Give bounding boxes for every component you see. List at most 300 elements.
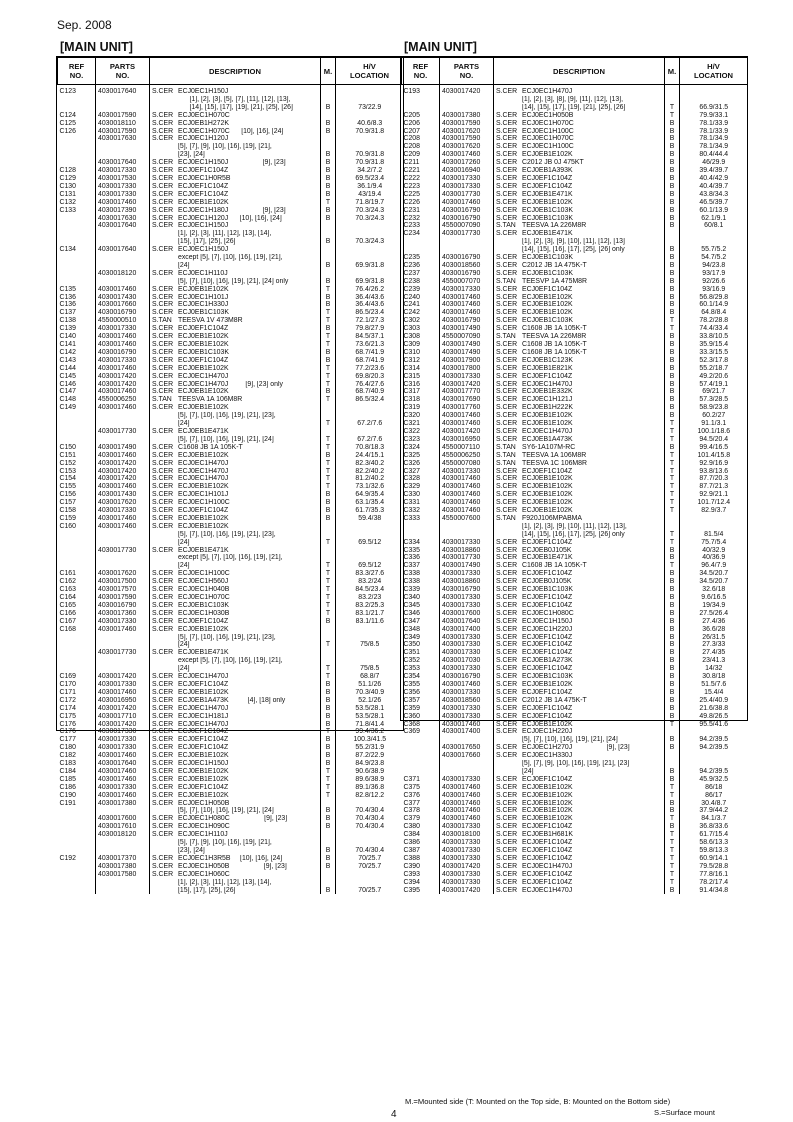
cell-ref-no: C176: [58, 721, 96, 729]
cell-part-name: ECJ0EB1E102K: [178, 522, 229, 530]
cell-part-type: S.CER: [152, 601, 174, 609]
cell-description: [150, 499, 321, 507]
table-row: [58, 792, 404, 800]
cell-location: 73.6/21.3: [355, 341, 385, 348]
cell-part-name: [24]: [178, 641, 190, 649]
cell-parts-no: 4030016790: [96, 602, 150, 610]
cell-location: 84.5/23.4: [355, 586, 385, 594]
cell-ref-no: C211: [402, 159, 440, 167]
cell-parts-no: 4030017460: [440, 199, 494, 207]
table-row: [402, 570, 748, 578]
cell-ref-no: C191: [58, 800, 96, 808]
cell-description: [494, 586, 665, 594]
cell-location: [336, 230, 404, 238]
cell-part-type: S.CER: [152, 451, 174, 459]
left-table-body: [58, 85, 404, 895]
cell-parts-no: 4030017590: [96, 128, 150, 136]
cell-part-type: S.CER: [496, 159, 518, 167]
table-row: [402, 499, 748, 507]
table-row: [58, 428, 404, 436]
cell-mounted-side: B: [665, 697, 680, 705]
cell-location: 36.4/43.6: [355, 301, 385, 309]
cell-description: [150, 887, 321, 895]
cell-part-name: ECJ0EC1H181J: [178, 712, 229, 720]
cell-parts-no: 4030016790: [96, 349, 150, 357]
cell-location: 99.4/36.2: [355, 728, 385, 736]
cell-part-name: ECJ0EF1C104Z: [522, 601, 573, 609]
cell-part-type: S.CER: [496, 88, 518, 95]
cell-ref-no: C180: [58, 744, 96, 752]
cell-part-type: S.CER: [152, 854, 174, 862]
cell-part-type: S.CER: [496, 507, 518, 515]
cell-part-type: S.CER: [496, 380, 518, 388]
cell-part-type: S.CER: [152, 522, 174, 530]
cell-description: [494, 120, 665, 128]
table-row: [58, 839, 404, 847]
table-row: [402, 143, 748, 151]
cell-description: [150, 262, 321, 270]
table-row: [402, 412, 748, 420]
cell-mounted-side: [665, 515, 680, 523]
cell-description: [494, 222, 665, 230]
cell-part-name: ECJ0EF1C104Z: [522, 467, 573, 475]
cell-description: [494, 863, 665, 871]
cell-ref-no: C236: [402, 262, 440, 270]
cell-ref-no: C161: [58, 570, 96, 578]
cell-ref-no: C123: [58, 85, 96, 96]
cell-parts-no: 4030017460: [96, 689, 150, 697]
cell-part-name: ECJ0EC1H150J: [178, 760, 229, 768]
cell-ref-no: C152: [58, 460, 96, 468]
cell-parts-no: [440, 760, 494, 768]
cell-location: 87.7/21.3: [699, 483, 729, 491]
cell-parts-no: [96, 539, 150, 547]
cell-part-type: S.CER: [152, 459, 174, 467]
cell-location: 70/25.7: [358, 862, 382, 870]
cell-location: [336, 222, 404, 230]
cell-description: [150, 215, 321, 223]
table-row: [58, 539, 404, 547]
cell-location: 43.8/34.3: [699, 190, 729, 198]
cell-parts-no: 4030018560: [440, 697, 494, 705]
cell-location: 86/18: [705, 783, 723, 791]
cell-part-type: S.CER: [496, 491, 518, 499]
cell-description: [494, 752, 665, 760]
cell-parts-no: 4030017460: [440, 507, 494, 515]
cell-part-type: S.CER: [496, 285, 518, 293]
table-row: [402, 396, 748, 404]
cell-parts-no: 4550006250: [440, 452, 494, 460]
cell-parts-no: 4030017330: [440, 594, 494, 602]
cell-location: [680, 752, 748, 760]
cell-mounted-side: B: [665, 381, 680, 389]
cell-part-name: ECJ0EB1E102K: [522, 198, 573, 206]
cell-part-name: ECJ0EF1C104Z: [178, 744, 229, 752]
table-row: [58, 570, 404, 578]
cell-ref-no: C315: [402, 373, 440, 381]
cell-location: 81.5/4: [704, 530, 724, 538]
cell-parts-no: 4030017500: [96, 578, 150, 586]
cell-part-type: S.CER: [496, 578, 518, 586]
cell-mounted-side: T: [321, 436, 336, 444]
cell-part-name: ECJ0EB1E102K: [522, 309, 573, 317]
cell-ref-no: C356: [402, 689, 440, 697]
cell-part-name: SY6-1A107M-RC: [522, 443, 576, 451]
cell-part-name: ECJ0EB1C103K: [178, 601, 229, 609]
cell-part-name: ECJ0EC1H110J: [178, 269, 228, 277]
cell-description: [150, 207, 321, 215]
table-row: [402, 831, 748, 839]
cell-description: [150, 665, 321, 673]
cell-description: [150, 855, 321, 863]
cell-parts-no: 4030017330: [440, 286, 494, 294]
table-row: [402, 736, 748, 744]
cell-description: [150, 515, 321, 523]
cell-mounted-side: B: [665, 135, 680, 143]
cell-ref-no: [58, 641, 96, 649]
cell-part-name: ECJ0EC1H220J: [522, 625, 573, 633]
cell-location: [336, 839, 404, 847]
cell-location: 70.4/30.4: [355, 815, 385, 823]
table-row: [58, 752, 404, 760]
cell-mounted-side: B: [321, 713, 336, 721]
cell-description: [150, 839, 321, 847]
cell-part-type: S.CER: [152, 364, 174, 372]
cell-part-name: ECJ0EC1H0R5B: [178, 174, 231, 182]
cell-part-name: C1608 JB 1A 105K-T: [522, 325, 587, 333]
cell-ref-no: C232: [402, 215, 440, 223]
cell-part-name: C1608 JB 1A 105K-T: [522, 341, 587, 348]
cell-part-name: ECJ0EB1E471K: [522, 190, 573, 198]
cell-part-name: ECJ0EC1H101J: [178, 293, 229, 301]
cell-mounted-side: B: [321, 697, 336, 705]
cell-part-type: S.CER: [496, 570, 518, 578]
table-row: [58, 207, 404, 215]
cell-location: 92.9/21.1: [699, 491, 729, 499]
cell-part-name: [14], [15], [17], [19], [21], [25], [26]: [522, 103, 626, 111]
cell-part-name: ECJ0EB1A393K: [522, 167, 573, 175]
cell-ref-no: C378: [402, 807, 440, 815]
cell-part-name: ECJ0EB0J105K: [522, 578, 572, 586]
cell-parts-no: 4030017460: [96, 404, 150, 412]
cell-ref-no: C332: [402, 507, 440, 515]
cell-parts-no: 4030017640: [96, 246, 150, 254]
cell-description: [494, 207, 665, 215]
cell-mounted-side: B: [321, 191, 336, 199]
cell-part-name: [14], [15], [16], [17], [25], [26] only: [522, 530, 625, 538]
table-row: [402, 452, 748, 460]
cell-description: [150, 420, 321, 428]
cell-mounted-side: T: [665, 317, 680, 325]
cell-location: 84.9/23.8: [355, 760, 385, 768]
cell-mounted-side: B: [321, 175, 336, 183]
cell-ref-no: C340: [402, 594, 440, 602]
cell-mounted-side: T: [321, 539, 336, 547]
cell-ref-no: C150: [58, 444, 96, 452]
cell-description: [150, 721, 321, 729]
cell-ref-no: C153: [58, 468, 96, 476]
cell-ref-no: C379: [402, 815, 440, 823]
cell-description: [150, 879, 321, 887]
table-row: [58, 412, 404, 420]
cell-parts-no: 4030017460: [440, 420, 494, 428]
cell-part-type: S.CER: [152, 372, 174, 380]
cell-parts-no: 4030017460: [96, 286, 150, 294]
cell-mounted-side: [321, 112, 336, 120]
cell-part-name: ECJ0EC1H180J [9], [23]: [178, 206, 286, 214]
cell-description: [494, 673, 665, 681]
cell-mounted-side: T: [665, 112, 680, 120]
table-row: [58, 246, 404, 254]
cell-part-type: S.CER: [496, 174, 518, 182]
cell-part-type: S.CER: [496, 151, 518, 159]
cell-part-type: S.TAN: [152, 396, 172, 404]
cell-mounted-side: B: [321, 823, 336, 831]
cell-description: [150, 246, 321, 254]
cell-mounted-side: T: [665, 847, 680, 855]
cell-parts-no: 4030017420: [96, 373, 150, 381]
cell-parts-no: 4550007070: [440, 278, 494, 286]
cell-mounted-side: B: [665, 744, 680, 752]
cell-location: 62.1/9.1: [701, 214, 727, 222]
cell-part-type: S.CER: [152, 443, 174, 451]
cell-description: [494, 436, 665, 444]
table-row: [402, 649, 748, 657]
cell-part-name: ECJ0EB1E102K: [178, 483, 229, 491]
cell-location: 36.4/43.6: [355, 293, 385, 301]
cell-description: [494, 697, 665, 705]
cell-part-type: S.CER: [496, 412, 518, 420]
table-row: [402, 728, 748, 736]
cell-location: 67.2/7.6: [357, 435, 383, 443]
table-row: [58, 483, 404, 491]
cell-part-type: S.CER: [152, 870, 174, 878]
cell-mounted-side: [321, 626, 336, 634]
table-row: [402, 317, 748, 325]
table-row: [402, 286, 748, 294]
cell-part-type: S.CER: [496, 775, 518, 783]
cell-mounted-side: B: [665, 373, 680, 381]
cell-part-name: ECJ0EC1H070C: [178, 594, 230, 601]
table-row: [402, 270, 748, 278]
cell-description: [150, 428, 321, 436]
cell-location: 40.4/39.7: [699, 182, 729, 190]
table-row: [58, 681, 404, 689]
cell-ref-no: C308: [402, 333, 440, 341]
cell-location: [336, 649, 404, 657]
cell-location: 21.6/38.8: [699, 704, 729, 712]
cell-ref-no: C222: [402, 175, 440, 183]
table-row: [58, 143, 404, 151]
cell-part-name: [1], [2], [3], [5], [7], [11], [12], [13],: [178, 95, 291, 103]
cell-mounted-side: B: [321, 744, 336, 752]
cell-description: [494, 634, 665, 642]
table-row: [58, 404, 404, 412]
cell-description: [494, 452, 665, 460]
table-row: [58, 728, 404, 736]
table-row: [402, 697, 748, 705]
cell-mounted-side: B: [665, 167, 680, 175]
cell-mounted-side: B: [665, 602, 680, 610]
cell-description: [494, 357, 665, 365]
cell-part-name: [5], [7], [10], [16], [19], [21], [23],: [178, 412, 276, 420]
cell-description: [494, 879, 665, 887]
table-row: [402, 815, 748, 823]
cell-parts-no: [96, 96, 150, 104]
cell-mounted-side: [321, 254, 336, 262]
cell-part-type: S.CER: [496, 538, 518, 546]
cell-location: 60/8.1: [704, 222, 724, 230]
table-row: [402, 562, 748, 570]
cell-part-name: ECJ0EB1E102K: [178, 625, 229, 633]
table-row: [402, 222, 748, 230]
cell-location: 69.5/12: [358, 538, 382, 546]
cell-parts-no: 4030017460: [440, 815, 494, 823]
cell-location: 15.4/4: [704, 688, 724, 696]
cell-mounted-side: [321, 871, 336, 879]
cell-description: [150, 641, 321, 649]
cell-part-type: S.CER: [496, 206, 518, 214]
cell-part-type: S.TAN: [496, 451, 516, 459]
cell-ref-no: C388: [402, 855, 440, 863]
cell-ref-no: C142: [58, 349, 96, 357]
table-row: [58, 475, 404, 483]
cell-parts-no: [96, 641, 150, 649]
cell-description: [494, 143, 665, 151]
cell-ref-no: C239: [402, 286, 440, 294]
cell-part-name: ECJ0EF1C104Z: [522, 594, 573, 601]
table-row: [402, 681, 748, 689]
cell-mounted-side: T: [665, 428, 680, 436]
cell-mounted-side: T: [321, 468, 336, 476]
cell-location: 61.7/35.3: [355, 507, 385, 515]
header-hv-location: H/V LOCATION: [680, 58, 748, 85]
cell-location: [680, 728, 748, 736]
cell-part-name: ECJ0EC1H050B [9], [23]: [178, 862, 287, 870]
cell-part-type: S.CER: [496, 143, 518, 151]
cell-part-name: ECJ0EF1C104Z: [522, 174, 573, 182]
table-row: [402, 104, 748, 112]
table-row: [402, 230, 748, 238]
cell-part-type: S.CER: [496, 198, 518, 206]
cell-mounted-side: T: [321, 333, 336, 341]
cell-description: [150, 847, 321, 855]
cell-description: [150, 554, 321, 562]
cell-parts-no: 4030017460: [440, 475, 494, 483]
cell-mounted-side: T: [321, 562, 336, 570]
cell-parts-no: 4030017330: [440, 649, 494, 657]
cell-part-type: S.CER: [152, 388, 174, 396]
cell-mounted-side: B: [321, 452, 336, 460]
cell-part-name: ECJ0EB1H681K: [522, 831, 573, 839]
cell-mounted-side: T: [665, 325, 680, 333]
cell-mounted-side: T: [321, 475, 336, 483]
table-row: [402, 586, 748, 594]
cell-parts-no: 4030017330: [96, 325, 150, 333]
cell-parts-no: 4030017330: [96, 681, 150, 689]
cell-ref-no: C351: [402, 649, 440, 657]
cell-mounted-side: [321, 412, 336, 420]
cell-ref-no: C310: [402, 349, 440, 357]
cell-description: [494, 381, 665, 389]
cell-location: 73/22.9: [358, 103, 382, 111]
table-row: [58, 262, 404, 270]
cell-ref-no: [58, 531, 96, 539]
cell-part-name: ECJ0EF1C104Z: [522, 633, 573, 641]
cell-description: [150, 618, 321, 626]
cell-part-name: TEESVA 1C 106M8R: [522, 459, 587, 467]
cell-parts-no: 4030017460: [440, 792, 494, 800]
cell-parts-no: 4030017460: [440, 491, 494, 499]
cell-part-name: ECJ0EB1E102K: [178, 341, 229, 348]
cell-part-type: S.CER: [496, 546, 518, 554]
cell-mounted-side: T: [321, 341, 336, 349]
cell-ref-no: C141: [58, 341, 96, 349]
cell-parts-no: 4030017330: [440, 705, 494, 713]
cell-mounted-side: [321, 135, 336, 143]
table-row: [58, 649, 404, 657]
table-row: [58, 270, 404, 278]
cell-parts-no: 4030017800: [440, 365, 494, 373]
table-row: [402, 167, 748, 175]
cell-parts-no: 4030017460: [96, 365, 150, 373]
cell-part-name: [5], [7], [10], [16], [19], [21], [24]: [522, 736, 618, 744]
cell-mounted-side: T: [321, 365, 336, 373]
cell-location: 70.4/30.4: [355, 823, 385, 831]
table-row: [402, 547, 748, 555]
cell-ref-no: C160: [58, 523, 96, 531]
table-row: [402, 879, 748, 887]
cell-description: [494, 444, 665, 452]
cell-ref-no: C164: [58, 594, 96, 602]
cell-parts-no: 4030016790: [440, 586, 494, 594]
cell-ref-no: [58, 262, 96, 270]
cell-description: [150, 736, 321, 744]
cell-part-name: [5], [7], [9], [10], [16], [19], [21], [23]: [522, 760, 630, 768]
cell-parts-no: 4030017330: [96, 736, 150, 744]
cell-parts-no: 4030017420: [96, 381, 150, 389]
cell-mounted-side: B: [665, 554, 680, 562]
cell-ref-no: C147: [58, 388, 96, 396]
cell-description: [494, 404, 665, 412]
cell-description: [494, 104, 665, 112]
cell-description: [494, 215, 665, 223]
cell-mounted-side: T: [665, 831, 680, 839]
cell-part-name: ECJ0EC1H060C: [178, 870, 230, 878]
cell-part-name: ECJ0EC1H120J [10], [16], [24]: [178, 214, 282, 222]
table-row: [58, 784, 404, 792]
right-table-header: [402, 58, 748, 85]
cell-description: [150, 325, 321, 333]
cell-description: [494, 665, 665, 673]
cell-part-type: S.CER: [496, 783, 518, 791]
cell-part-name: ECJ0EB1C103K: [178, 348, 229, 356]
cell-parts-no: 4030017660: [96, 301, 150, 309]
cell-mounted-side: B: [665, 365, 680, 373]
cell-parts-no: 4030017490: [440, 325, 494, 333]
table-row: [402, 475, 748, 483]
cell-description: [494, 807, 665, 815]
cell-part-name: ECJ0EB1E102K: [522, 815, 573, 823]
cell-parts-no: 4030017590: [96, 112, 150, 120]
cell-part-name: except [5], [7], [10], [16], [19], [21],: [178, 254, 283, 262]
table-row: [58, 388, 404, 396]
cell-location: 83.2/24: [358, 578, 382, 586]
cell-description: [150, 768, 321, 776]
cell-part-type: S.CER: [496, 839, 518, 847]
cell-part-name: ECJ0EB1E102K: [522, 491, 573, 499]
cell-mounted-side: T: [321, 373, 336, 381]
